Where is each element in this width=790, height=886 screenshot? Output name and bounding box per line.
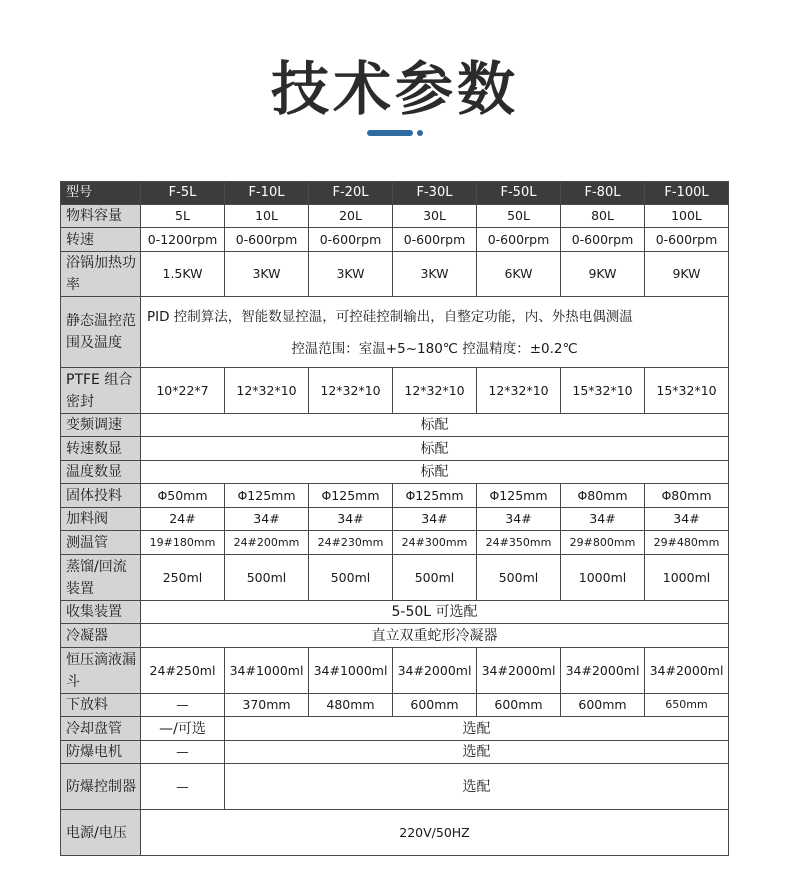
header-label: 型号	[61, 182, 141, 205]
table-cell: 0-1200rpm	[141, 228, 225, 252]
table-cell: 34#1000ml	[225, 648, 309, 694]
row-label: 防爆电机	[61, 741, 141, 764]
table-cell: Φ125mm	[393, 484, 477, 508]
table-row-reflux	[61, 555, 729, 601]
table-cell: 0-600rpm	[645, 228, 729, 252]
table-cell: 0-600rpm	[309, 228, 393, 252]
table-cell: 0-600rpm	[561, 228, 645, 252]
table-cell: —	[141, 764, 225, 810]
table-cell: 3KW	[309, 252, 393, 297]
table-cell: 标配	[141, 461, 729, 484]
row-label: PTFE 组合密封	[61, 368, 141, 414]
table-row-bath-power	[61, 252, 729, 297]
table-cell: 9KW	[561, 252, 645, 297]
table-cell: 220V/50HZ	[141, 810, 729, 856]
table-cell: 0-600rpm	[225, 228, 309, 252]
table-row-power	[61, 810, 729, 856]
row-label: 浴锅加热功率	[61, 252, 141, 297]
title-underline-dot	[417, 130, 423, 136]
table-cell: 34#	[309, 508, 393, 531]
table-cell: 6KW	[477, 252, 561, 297]
table-row-ptfe	[61, 368, 729, 414]
table-cell: 600mm	[393, 694, 477, 717]
table-row-temp-display	[61, 461, 729, 484]
row-label: 静态温控范围及温度	[61, 297, 141, 368]
table-cell: 10*22*7	[141, 368, 225, 414]
page-title: 技术参数	[270, 55, 519, 123]
table-cell: 650mm	[645, 694, 729, 717]
table-cell: 34#2000ml	[645, 648, 729, 694]
model-header: F-20L	[309, 182, 393, 205]
table-row-cooling-coil	[61, 717, 729, 741]
table-cell: Φ125mm	[477, 484, 561, 508]
row-label: 冷凝器	[61, 624, 141, 648]
row-label: 收集装置	[61, 601, 141, 624]
spec-table	[60, 181, 729, 856]
row-label: 加料阀	[61, 508, 141, 531]
row-label: 固体投料	[61, 484, 141, 508]
table-cell: 3KW	[393, 252, 477, 297]
table-cell: Φ80mm	[645, 484, 729, 508]
row-label: 物料容量	[61, 205, 141, 228]
table-row-funnel	[61, 648, 729, 694]
model-header: F-100L	[645, 182, 729, 205]
row-label: 电源/电压	[61, 810, 141, 856]
table-row-ex-motor	[61, 741, 729, 764]
row-label: 恒压滴液漏斗	[61, 648, 141, 694]
table-row-capacity	[61, 205, 729, 228]
table-cell: 500ml	[225, 555, 309, 601]
table-cell: 24#250ml	[141, 648, 225, 694]
table-row-speed-display	[61, 437, 729, 461]
table-cell: 34#	[645, 508, 729, 531]
table-row-solid-feed	[61, 484, 729, 508]
table-cell: 12*32*10	[477, 368, 561, 414]
table-cell: —	[141, 741, 225, 764]
table-cell: 600mm	[561, 694, 645, 717]
table-row-vfd	[61, 414, 729, 437]
table-cell: 3KW	[225, 252, 309, 297]
table-cell: 34#	[393, 508, 477, 531]
table-cell: 24#300mm	[393, 531, 477, 555]
table-row-thermo-tube	[61, 531, 729, 555]
table-cell: Φ80mm	[561, 484, 645, 508]
table-cell: Φ125mm	[309, 484, 393, 508]
table-cell: 12*32*10	[309, 368, 393, 414]
table-cell: 29#800mm	[561, 531, 645, 555]
table-cell: Φ50mm	[141, 484, 225, 508]
table-cell: 24#350mm	[477, 531, 561, 555]
table-cell: 5-50L 可选配	[141, 601, 729, 624]
table-cell: 100L	[645, 205, 729, 228]
table-cell: 12*32*10	[225, 368, 309, 414]
table-cell: 24#	[141, 508, 225, 531]
model-header: F-80L	[561, 182, 645, 205]
table-cell: 500ml	[393, 555, 477, 601]
table-cell: 19#180mm	[141, 531, 225, 555]
table-cell: 1.5KW	[141, 252, 225, 297]
table-row-discharge	[61, 694, 729, 717]
table-cell: 80L	[561, 205, 645, 228]
table-cell: 480mm	[309, 694, 393, 717]
table-row-temp-control	[61, 297, 729, 368]
table-cell: 15*32*10	[561, 368, 645, 414]
table-cell: 34#	[477, 508, 561, 531]
table-row-condenser	[61, 624, 729, 648]
table-cell: 15*32*10	[645, 368, 729, 414]
row-label: 下放料	[61, 694, 141, 717]
table-cell: 选配	[225, 764, 729, 810]
table-cell: 370mm	[225, 694, 309, 717]
row-label: 变频调速	[61, 414, 141, 437]
table-cell: 0-600rpm	[393, 228, 477, 252]
table-row-feed-valve	[61, 508, 729, 531]
table-cell: —/可选	[141, 717, 225, 741]
row-label: 温度数显	[61, 461, 141, 484]
table-cell: 500ml	[477, 555, 561, 601]
table-row-speed	[61, 228, 729, 252]
table-cell: 24#200mm	[225, 531, 309, 555]
table-row-collector	[61, 601, 729, 624]
table-cell: 9KW	[645, 252, 729, 297]
table-cell: 标配	[141, 437, 729, 461]
table-cell: 34#2000ml	[477, 648, 561, 694]
temp-control-cell	[141, 297, 729, 368]
table-cell: 600mm	[477, 694, 561, 717]
table-cell: 34#	[561, 508, 645, 531]
model-header: F-5L	[141, 182, 225, 205]
table-cell: 0-600rpm	[477, 228, 561, 252]
row-label: 冷却盘管	[61, 717, 141, 741]
table-cell: 500ml	[309, 555, 393, 601]
table-header-row	[61, 182, 729, 205]
row-label: 防爆控制器	[61, 764, 141, 810]
temp-control-line1: PID 控制算法，智能数显控温，可控硅控制输出，自整定功能，内、外热电偶测温	[147, 309, 633, 325]
model-header: F-30L	[393, 182, 477, 205]
model-header: F-10L	[225, 182, 309, 205]
table-cell: 5L	[141, 205, 225, 228]
table-cell: 直立双重蛇形冷凝器	[141, 624, 729, 648]
table-cell: 34#2000ml	[561, 648, 645, 694]
table-cell: 选配	[225, 717, 729, 741]
table-cell: 34#2000ml	[393, 648, 477, 694]
table-cell: 标配	[141, 414, 729, 437]
temp-control-line2: 控温范围：室温+5~180℃ 控温精度：±0.2℃	[291, 341, 578, 357]
table-cell: 24#230mm	[309, 531, 393, 555]
row-label: 测温管	[61, 531, 141, 555]
row-label: 转速数显	[61, 437, 141, 461]
table-cell: 29#480mm	[645, 531, 729, 555]
table-cell: 34#1000ml	[309, 648, 393, 694]
model-header: F-50L	[477, 182, 561, 205]
table-cell: 34#	[225, 508, 309, 531]
table-cell: 选配	[225, 741, 729, 764]
table-cell: 20L	[309, 205, 393, 228]
table-cell: —	[141, 694, 225, 717]
table-cell: 50L	[477, 205, 561, 228]
table-cell: 30L	[393, 205, 477, 228]
table-cell: 1000ml	[645, 555, 729, 601]
table-cell: 1000ml	[561, 555, 645, 601]
title-underline-bar	[367, 130, 413, 136]
table-row-ex-control	[61, 764, 729, 810]
row-label: 转速	[61, 228, 141, 252]
table-cell: 12*32*10	[393, 368, 477, 414]
row-label: 蒸馏/回流装置	[61, 555, 141, 601]
table-cell: 10L	[225, 205, 309, 228]
table-cell: 250ml	[141, 555, 225, 601]
table-cell: Φ125mm	[225, 484, 309, 508]
